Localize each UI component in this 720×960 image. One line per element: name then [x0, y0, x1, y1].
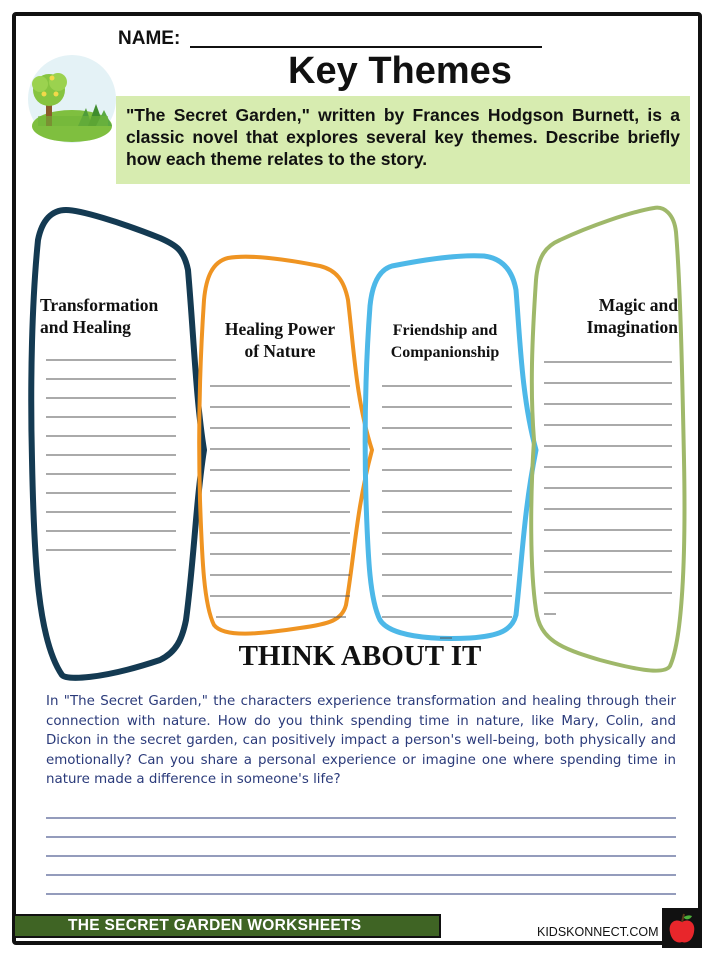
theme-3-label-line1: Friendship and	[392, 322, 498, 339]
theme-2-label-line2: of Nature	[244, 341, 316, 361]
theme-2-label	[210, 318, 350, 362]
answer-lines	[46, 818, 676, 894]
theme-4-frame	[531, 208, 684, 671]
theme-1-frame	[31, 210, 204, 678]
theme-3-label-line2: Companionship	[390, 344, 500, 361]
theme-1-label-line2: and Healing	[40, 317, 131, 337]
footer-banner-text: THE SECRET GARDEN WORKSHEETS	[68, 917, 362, 934]
theme-1-label-line1: Transformation	[40, 295, 159, 315]
theme-4-lines	[544, 362, 672, 614]
site-link[interactable]: KIDSKONNECT.COM	[537, 925, 659, 939]
think-heading: THINK ABOUT IT	[238, 640, 482, 672]
theme-3-label	[378, 320, 512, 364]
theme-3-frame	[365, 256, 536, 639]
theme-4-label-line1: Magic and	[598, 295, 678, 315]
theme-2-lines	[210, 386, 350, 617]
think-prompt: In "The Secret Garden," the characters experience transformation and healing through their connection with nature. How do you think spending time in nature, like Mary, Colin, and Dickon in the secret garden, can positively impact a person's well-being, both physically and emotionally? Can you share a personal experience or imagine one where spending time in nature made a difference in someone's life?	[46, 694, 676, 788]
theme-2-frame	[199, 257, 372, 634]
theme-2-label-line1: Healing Power	[224, 319, 336, 339]
page-title: Key Themes	[288, 50, 512, 92]
name-label: NAME:	[118, 28, 181, 49]
theme-1-lines	[46, 360, 176, 550]
theme-3-lines	[382, 386, 512, 638]
theme-1-label	[40, 294, 158, 338]
intro-text: "The Secret Garden," written by Frances Hodgson Burnett, is a classic novel that explores several key themes. Describe briefly how each theme relates to the story.	[116, 96, 690, 184]
apple-icon	[662, 908, 702, 948]
theme-4-label	[560, 294, 678, 338]
theme-4-label-line2: Imagination	[586, 317, 678, 337]
